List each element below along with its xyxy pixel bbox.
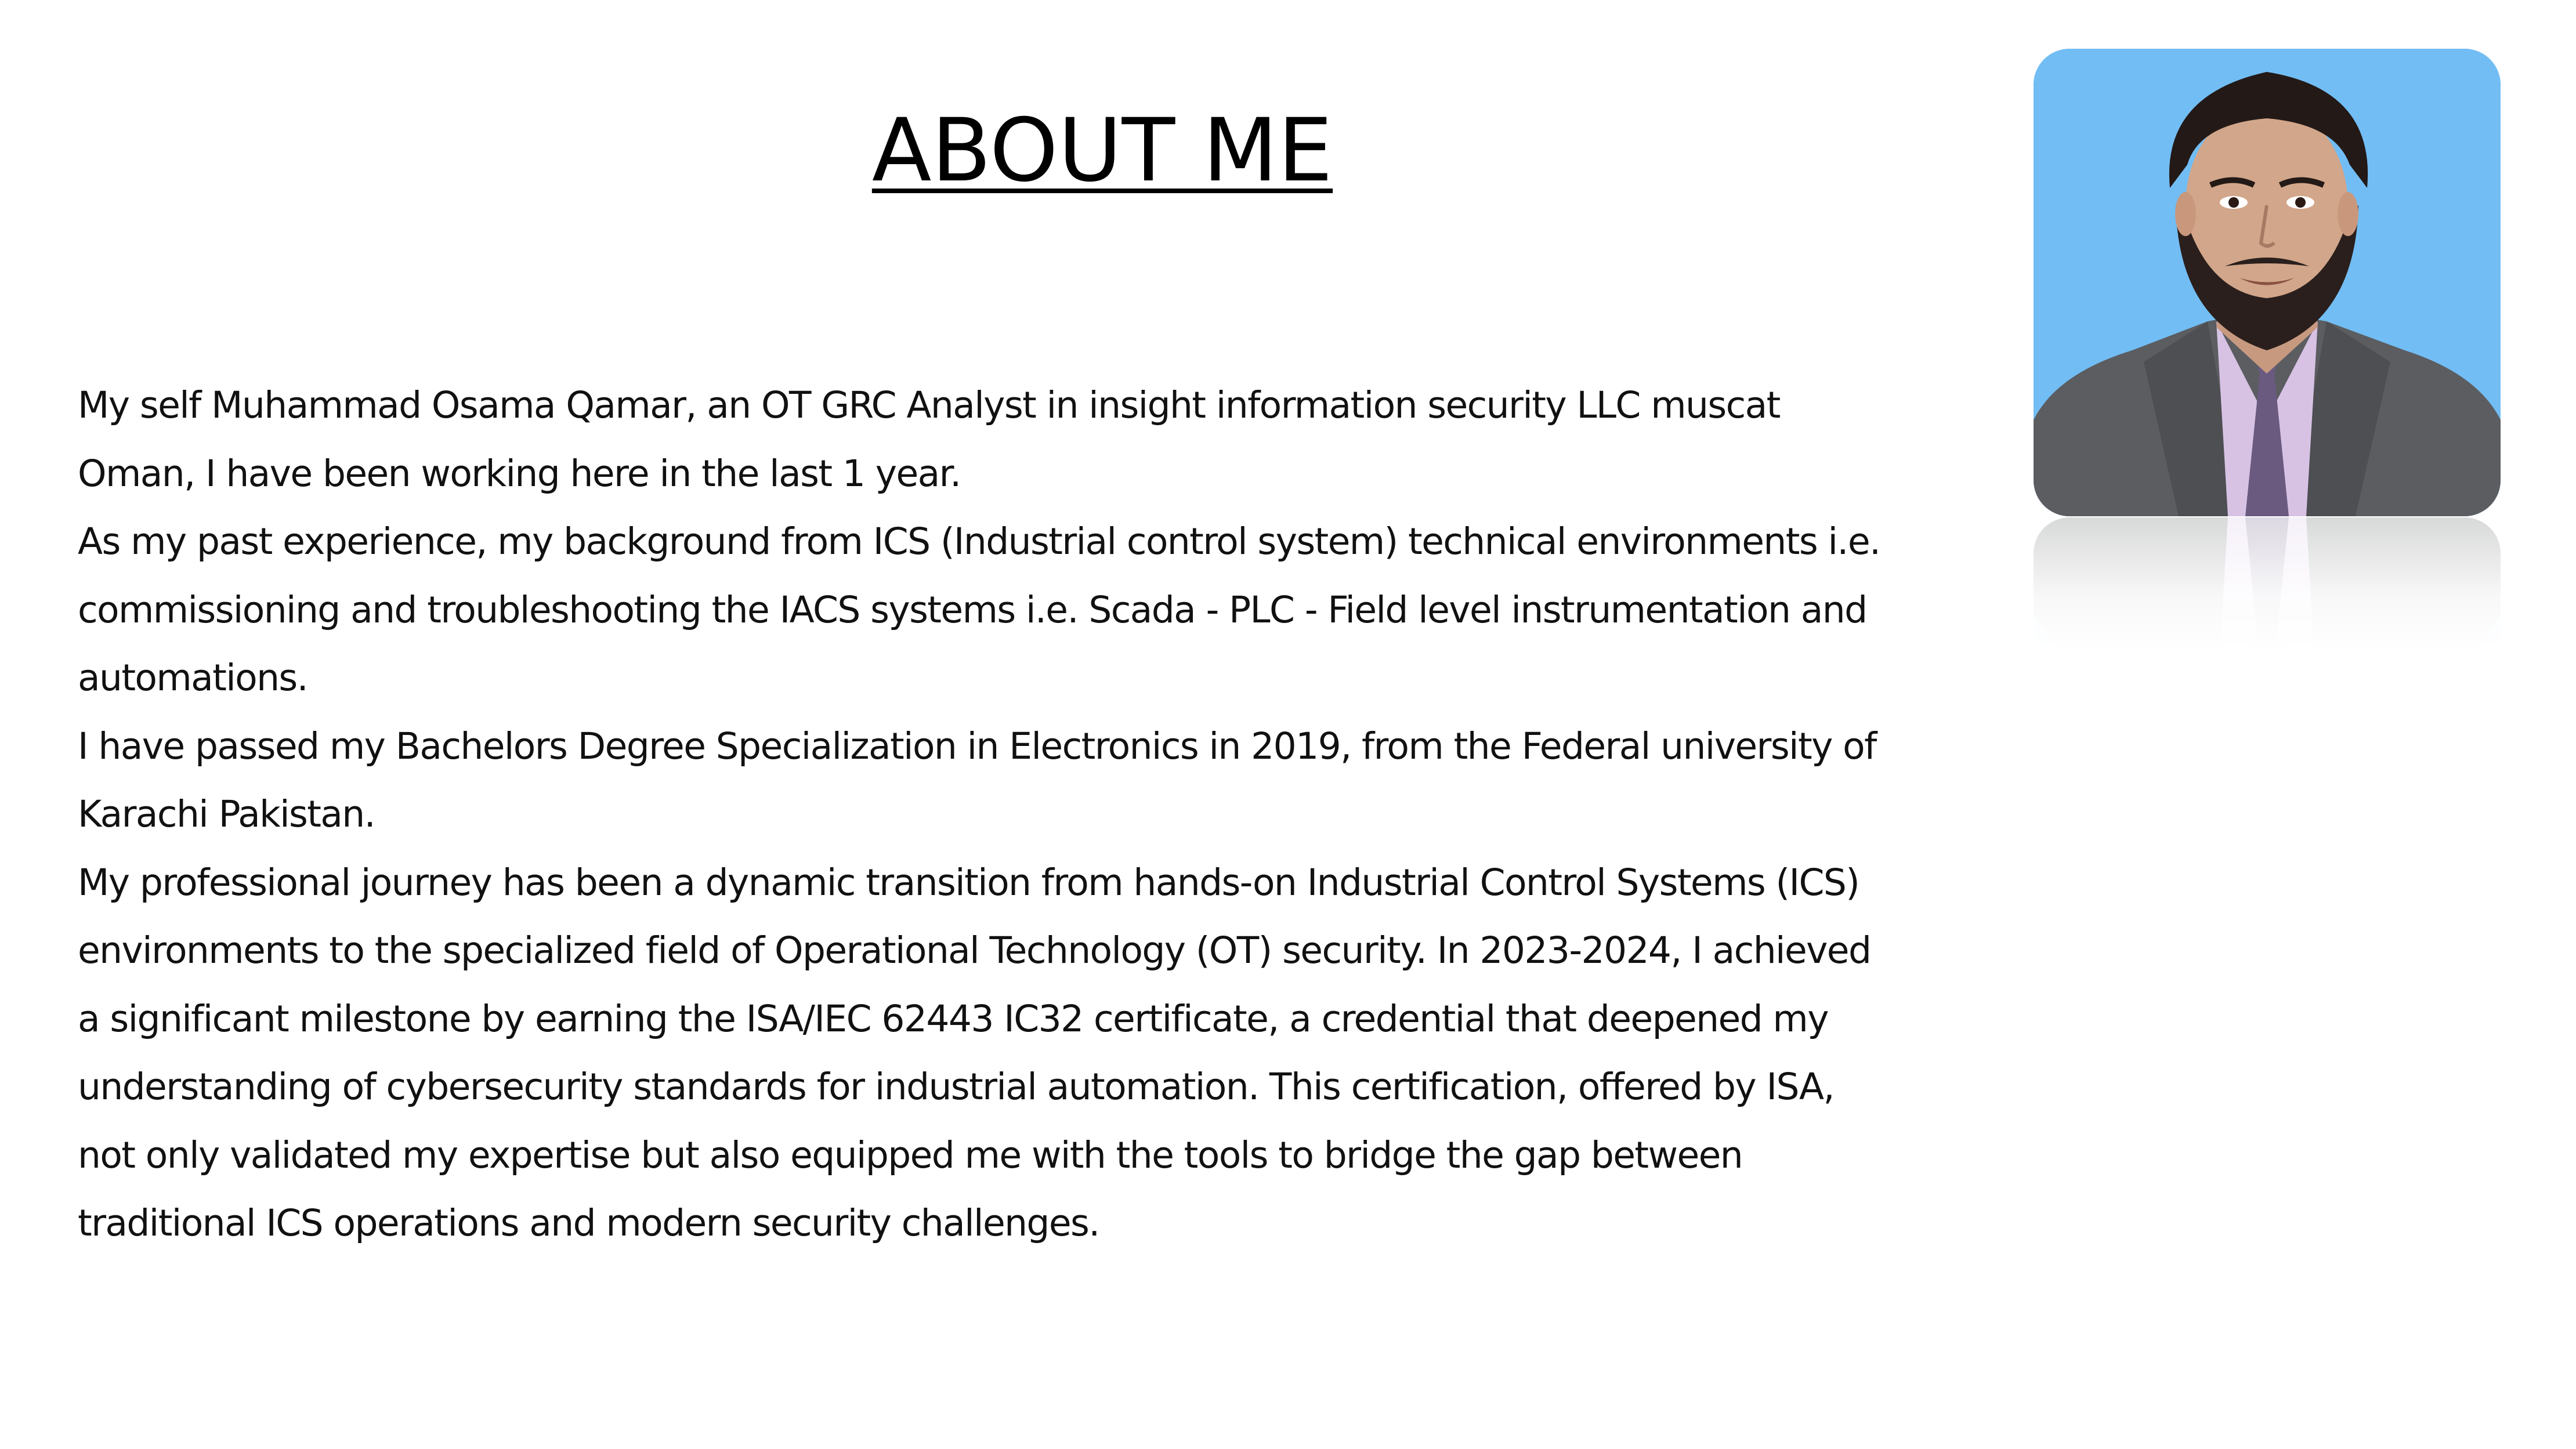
text-line: Oman, I have been working here in the last 1 year. xyxy=(78,452,961,495)
text-line: not only validated my expertise but also equipped me with the tools to bridge the gap between xyxy=(78,1133,1743,1176)
text-line: I have passed my Bachelors Degree Specialization in Electronics in 2019, from the Federal university of xyxy=(78,724,1876,767)
text-line: traditional ICS operations and modern security challenges. xyxy=(78,1202,1099,1244)
profile-photo xyxy=(2034,49,2501,516)
text-line: environments to the specialized field of Operational Technology (OT) security. In 2023-2024, I achieved xyxy=(78,929,1871,972)
text-line: Karachi Pakistan. xyxy=(78,793,375,835)
text-line: commissioning and troubleshooting the IACS systems i.e. Scada - PLC - Field level instrumentation and xyxy=(78,588,1867,631)
text-line: As my past experience, my background from ICS (Industrial control system) technical environments i.e. xyxy=(78,520,1880,563)
text-line: My professional journey has been a dynamic transition from hands-on Industrial Control Systems (ICS) xyxy=(78,861,1859,904)
text-line: My self Muhammad Osama Qamar, an OT GRC Analyst in insight information security LLC muscat xyxy=(78,384,1780,426)
about-paragraph xyxy=(78,371,1981,1258)
portrait-illustration xyxy=(2034,49,2501,516)
page-title: ABOUT ME xyxy=(871,100,1333,201)
text-line: automations. xyxy=(78,657,308,699)
text-line: a significant milestone by earning the ISA/IEC 62443 IC32 certificate, a credential that deepened my xyxy=(78,997,1828,1040)
profile-photo-frame xyxy=(2034,49,2501,516)
profile-photo-reflection xyxy=(2034,517,2501,651)
text-line: understanding of cybersecurity standards for industrial automation. This certification, offered by ISA, xyxy=(78,1066,1834,1108)
